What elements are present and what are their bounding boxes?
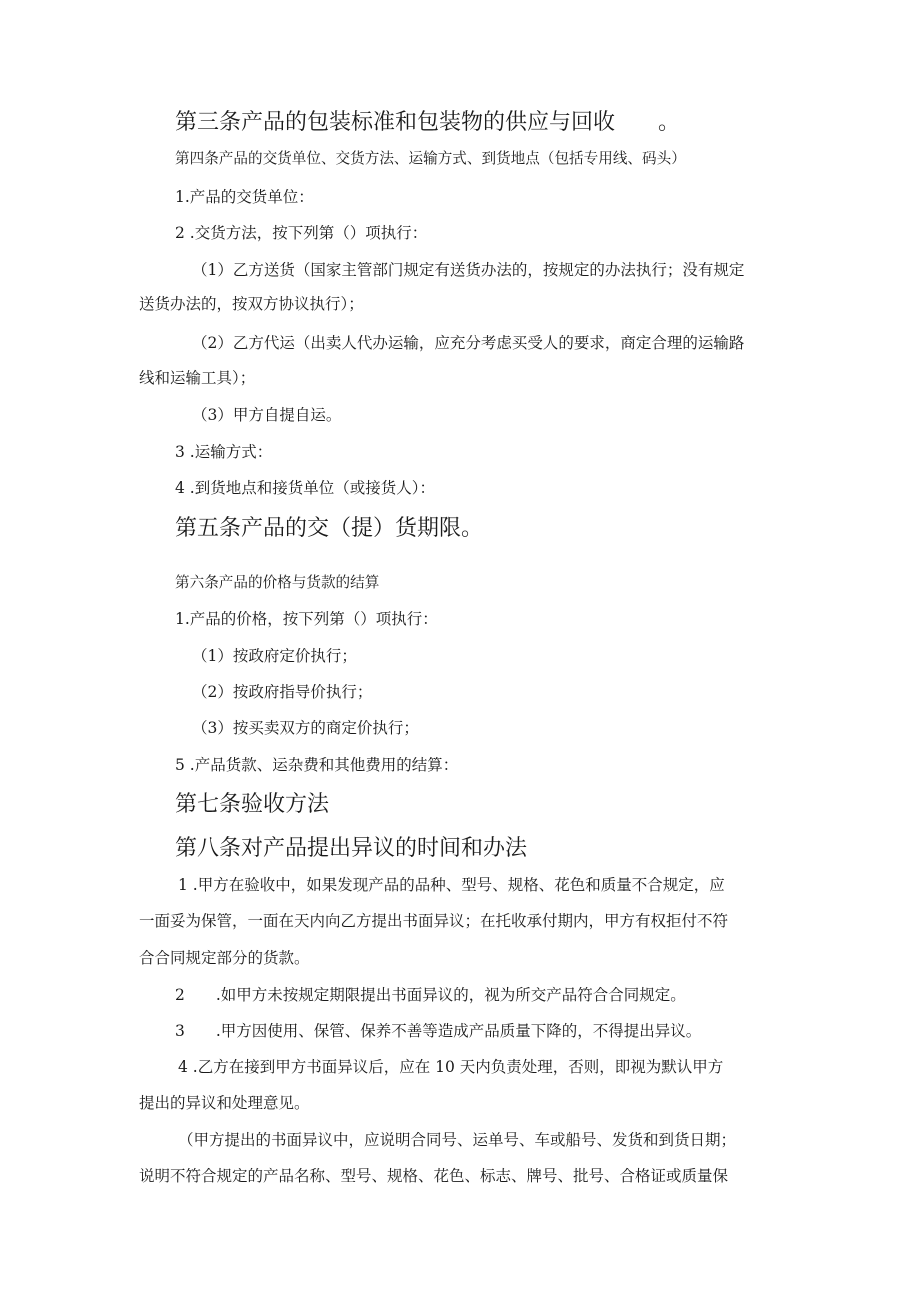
item-objection-1-cont-b: 合合同规定部分的货款。 [139,949,310,967]
heading-article-8: 第八条对产品提出异议的时间和办法 [175,836,528,861]
option-seller-delivery: （1）乙方送货（国家主管部门规定有送货办法的，按规定的办法执行；没有规定 [192,261,745,279]
heading-article-4: 第四条产品的交货单位、交货方法、运输方式、到货地点（包括专用线、码头） [175,150,686,167]
item-delivery-unit: 1.产品的交货单位： [175,188,314,206]
option-buyer-pickup: （3）甲方自提自运。 [192,406,342,424]
option-seller-shipping: （2）乙方代运（出卖人代办运输，应充分考虑买受人的要求，商定合理的运输路 [192,334,745,352]
item-price: 1.产品的价格，按下列第（）项执行： [175,610,438,628]
item-destination: 4 .到货地点和接货单位（或接货人）： [175,479,435,497]
option-negotiated-price: （3）按买卖双方的商定价执行； [192,719,419,737]
option-gov-price: （1）按政府定价执行； [192,647,357,665]
heading-article-3: 第三条产品的包装标准和包装物的供应与回收 [175,110,616,135]
note-objection-content-cont: 说明不符合规定的产品名称、型号、规格、花色、标志、牌号、批号、合格证或质量保 [139,1167,729,1185]
item-transport-mode: 3 .运输方式： [175,443,273,461]
heading-article-3-period: 。 [658,110,681,135]
note-objection-content: （甲方提出的书面异议中，应说明合同号、运单号、车或船号、发货和到货日期； [178,1131,737,1149]
option-seller-shipping-cont: 线和运输工具）； [139,369,256,387]
item-objection-2: 2 .如甲方未按规定期限提出书面异议的，视为所交产品符合合同规定。 [175,986,686,1004]
item-objection-1: 1 .甲方在验收中，如果发现产品的品种、型号、规格、花色和质量不合规定，应 [178,876,725,894]
heading-article-7: 第七条验收方法 [175,792,330,817]
item-objection-4: 4 .乙方在接到甲方书面异议后，应在 10 天内负责处理，否则，即视为默认甲方 [178,1058,724,1076]
heading-article-5: 第五条产品的交（提）货期限。 [175,516,484,541]
item-objection-1-cont-a: 一面妥为保管，一面在天内向乙方提出书面异议；在托收承付期内，甲方有权拒付不符 [139,912,729,930]
heading-article-6: 第六条产品的价格与货款的结算 [175,574,380,591]
option-gov-guided-price: （2）按政府指导价执行； [192,683,373,701]
option-seller-delivery-cont: 送货办法的，按双方协议执行）； [139,295,364,313]
item-settlement: 5 .产品货款、运杂费和其他费用的结算： [175,756,459,774]
item-delivery-method: 2 .交货方法，按下列第（）项执行： [175,224,428,242]
item-objection-3: 3 .甲方因使用、保管、保养不善等造成产品质量下降的，不得提出异议。 [175,1022,702,1040]
item-objection-4-cont: 提出的异议和处理意见。 [139,1094,310,1112]
